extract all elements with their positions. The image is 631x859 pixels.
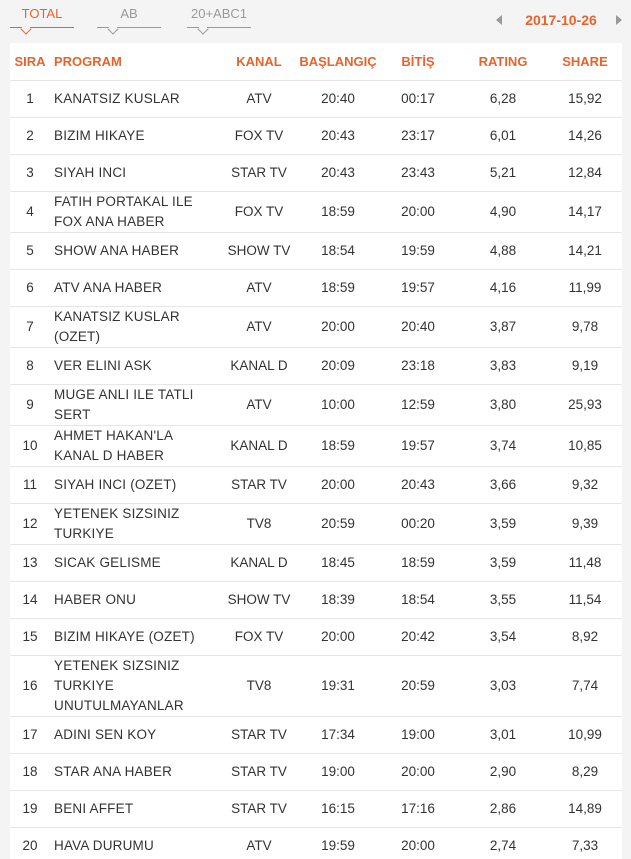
tab-notch-icon [107,23,118,34]
cell-bitis: 23:18 [378,347,458,384]
cell-share: 7,33 [548,827,622,859]
table-row [10,306,622,347]
cell-rating: 4,90 [458,191,548,232]
cell-share: 11,54 [548,581,622,618]
cell-bitis: 00:20 [378,503,458,544]
cell-baslangic: 18:59 [298,269,378,306]
cell-kanal: TV8 [220,655,298,716]
cell-kanal: ATV [220,384,298,425]
tab-20-abc1[interactable] [187,6,251,28]
cell-sira: 9 [10,384,50,425]
cell-kanal: STAR TV [220,716,298,753]
cell-rating: 3,80 [458,384,548,425]
cell-sira: 1 [10,80,50,117]
cell-baslangic: 20:40 [298,80,378,117]
tab-total[interactable] [10,6,74,28]
cell-share: 14,89 [548,790,622,827]
date-navigator [486,12,631,30]
cell-program: SIYAH INCI (OZET) [50,466,220,503]
cell-bitis: 20:40 [378,306,458,347]
cell-bitis: 19:00 [378,716,458,753]
table-row [10,232,622,269]
cell-program: FATIH PORTAKAL ILE FOX ANA HABER [50,191,220,232]
cell-sira: 16 [10,655,50,716]
cell-program: SHOW ANA HABER [50,232,220,269]
cell-share: 9,19 [548,347,622,384]
cell-kanal: KANAL D [220,544,298,581]
cell-rating: 4,88 [458,232,548,269]
cell-baslangic: 20:43 [298,117,378,154]
cell-sira: 3 [10,154,50,191]
cell-bitis: 20:42 [378,618,458,655]
cell-sira: 10 [10,425,50,466]
cell-bitis: 20:43 [378,466,458,503]
cell-sira: 18 [10,753,50,790]
header-share: SHARE [548,43,622,80]
cell-kanal: SHOW TV [220,232,298,269]
table-row [10,581,622,618]
cell-kanal: FOX TV [220,618,298,655]
cell-baslangic: 20:00 [298,466,378,503]
cell-sira: 19 [10,790,50,827]
cell-program: MUGE ANLI ILE TATLI SERT [50,384,220,425]
ratings-table-container [10,43,622,859]
table-row [10,753,622,790]
table-row [10,347,622,384]
cell-share: 12,84 [548,154,622,191]
cell-rating: 3,59 [458,503,548,544]
tab-notch-icon [197,23,208,34]
tab-total-label: TOTAL [21,6,63,21]
cell-share: 14,17 [548,191,622,232]
cell-sira: 2 [10,117,50,154]
cell-program: HAVA DURUMU [50,827,220,859]
cell-baslangic: 18:45 [298,544,378,581]
cell-share: 14,21 [548,232,622,269]
table-row [10,384,622,425]
cell-baslangic: 10:00 [298,384,378,425]
cell-sira: 12 [10,503,50,544]
cell-baslangic: 18:39 [298,581,378,618]
cell-bitis: 17:16 [378,790,458,827]
cell-program: ATV ANA HABER [50,269,220,306]
table-row [10,269,622,306]
cell-sira: 17 [10,716,50,753]
cell-share: 7,74 [548,655,622,716]
header-sira: SIRA [10,43,50,80]
cell-rating: 3,87 [458,306,548,347]
cell-program: HABER ONU [50,581,220,618]
cell-share: 11,99 [548,269,622,306]
cell-bitis: 23:17 [378,117,458,154]
cell-kanal: FOX TV [220,117,298,154]
table-row [10,154,622,191]
header-program: PROGRAM [50,43,220,80]
table-row [10,80,622,117]
cell-rating: 6,28 [458,80,548,117]
cell-sira: 15 [10,618,50,655]
cell-program: YETENEK SIZSINIZ TURKIYE UNUTULMAYANLAR [50,655,220,716]
cell-program: BIZIM HIKAYE [50,117,220,154]
cell-bitis: 23:43 [378,154,458,191]
cell-kanal: SHOW TV [220,581,298,618]
cell-program: YETENEK SIZSINIZ TURKIYE [50,503,220,544]
header-bitis: BİTİŞ [378,43,458,80]
cell-kanal: TV8 [220,503,298,544]
cell-baslangic: 20:00 [298,618,378,655]
cell-rating: 4,16 [458,269,548,306]
tab-ab[interactable] [97,6,161,28]
cell-share: 8,92 [548,618,622,655]
cell-baslangic: 19:59 [298,827,378,859]
table-row [10,466,622,503]
table-row [10,191,622,232]
cell-baslangic: 18:59 [298,425,378,466]
cell-baslangic: 17:34 [298,716,378,753]
cell-rating: 3,66 [458,466,548,503]
cell-rating: 2,90 [458,753,548,790]
cell-share: 9,39 [548,503,622,544]
cell-bitis: 19:57 [378,269,458,306]
cell-rating: 2,74 [458,827,548,859]
cell-kanal: ATV [220,80,298,117]
cell-share: 25,93 [548,384,622,425]
cell-baslangic: 18:54 [298,232,378,269]
cell-bitis: 19:59 [378,232,458,269]
cell-rating: 2,86 [458,790,548,827]
cell-kanal: STAR TV [220,753,298,790]
cell-baslangic: 20:59 [298,503,378,544]
cell-program: AHMET HAKAN'LA KANAL D HABER [50,425,220,466]
cell-kanal: STAR TV [220,466,298,503]
cell-bitis: 20:00 [378,191,458,232]
cell-sira: 7 [10,306,50,347]
table-row [10,425,622,466]
tab-20-abc1-label: 20+ABC1 [190,6,247,21]
cell-kanal: ATV [220,306,298,347]
cell-kanal: STAR TV [220,154,298,191]
cell-share: 11,48 [548,544,622,581]
cell-kanal: FOX TV [220,191,298,232]
cell-bitis: 19:57 [378,425,458,466]
cell-rating: 3,83 [458,347,548,384]
cell-sira: 5 [10,232,50,269]
cell-rating: 3,54 [458,618,548,655]
table-row [10,790,622,827]
cell-kanal: KANAL D [220,347,298,384]
header-baslangic: BAŞLANGIÇ [298,43,378,80]
cell-sira: 14 [10,581,50,618]
cell-program: BENI AFFET [50,790,220,827]
cell-share: 15,92 [548,80,622,117]
top-bar [0,0,631,38]
cell-share: 14,26 [548,117,622,154]
table-row [10,117,622,154]
cell-share: 9,32 [548,466,622,503]
cell-bitis: 12:59 [378,384,458,425]
cell-rating: 5,21 [458,154,548,191]
cell-kanal: ATV [220,827,298,859]
ratings-table [10,43,622,859]
cell-baslangic: 20:09 [298,347,378,384]
cell-rating: 6,01 [458,117,548,154]
cell-share: 8,29 [548,753,622,790]
cell-bitis: 18:59 [378,544,458,581]
cell-sira: 13 [10,544,50,581]
cell-bitis: 20:00 [378,827,458,859]
date-label: 2017-10-26 [525,12,597,28]
cell-baslangic: 20:43 [298,154,378,191]
cell-rating: 3,03 [458,655,548,716]
table-row [10,544,622,581]
cell-sira: 4 [10,191,50,232]
cell-sira: 6 [10,269,50,306]
cell-program: STAR ANA HABER [50,753,220,790]
cell-baslangic: 19:31 [298,655,378,716]
cell-program: SICAK GELISME [50,544,220,581]
cell-rating: 3,74 [458,425,548,466]
cell-bitis: 20:59 [378,655,458,716]
cell-rating: 3,01 [458,716,548,753]
table-header-row [10,43,622,80]
cell-share: 10,85 [548,425,622,466]
header-kanal: KANAL [220,43,298,80]
chevron-left-icon[interactable] [496,15,502,25]
cell-program: ADINI SEN KOY [50,716,220,753]
cell-share: 10,99 [548,716,622,753]
cell-kanal: ATV [220,269,298,306]
tab-notch-icon [20,23,31,34]
cell-baslangic: 19:00 [298,753,378,790]
table-row [10,827,622,859]
cell-sira: 8 [10,347,50,384]
table-row [10,655,622,716]
cell-rating: 3,55 [458,581,548,618]
cell-program: BIZIM HIKAYE (OZET) [50,618,220,655]
cell-baslangic: 20:00 [298,306,378,347]
cell-bitis: 00:17 [378,80,458,117]
tab-ab-label: AB [120,6,138,21]
cell-baslangic: 18:59 [298,191,378,232]
cell-kanal: KANAL D [220,425,298,466]
cell-program: SIYAH INCI [50,154,220,191]
table-row [10,618,622,655]
table-row [10,716,622,753]
cell-kanal: STAR TV [220,790,298,827]
cell-sira: 20 [10,827,50,859]
chevron-right-icon[interactable] [616,15,622,25]
cell-bitis: 18:54 [378,581,458,618]
cell-share: 9,78 [548,306,622,347]
cell-baslangic: 16:15 [298,790,378,827]
cell-rating: 3,59 [458,544,548,581]
cell-program: KANATSIZ KUSLAR [50,80,220,117]
header-rating: RATING [458,43,548,80]
cell-sira: 11 [10,466,50,503]
cell-program: KANATSIZ KUSLAR (OZET) [50,306,220,347]
cell-bitis: 20:00 [378,753,458,790]
table-row [10,503,622,544]
cell-program: VER ELINI ASK [50,347,220,384]
